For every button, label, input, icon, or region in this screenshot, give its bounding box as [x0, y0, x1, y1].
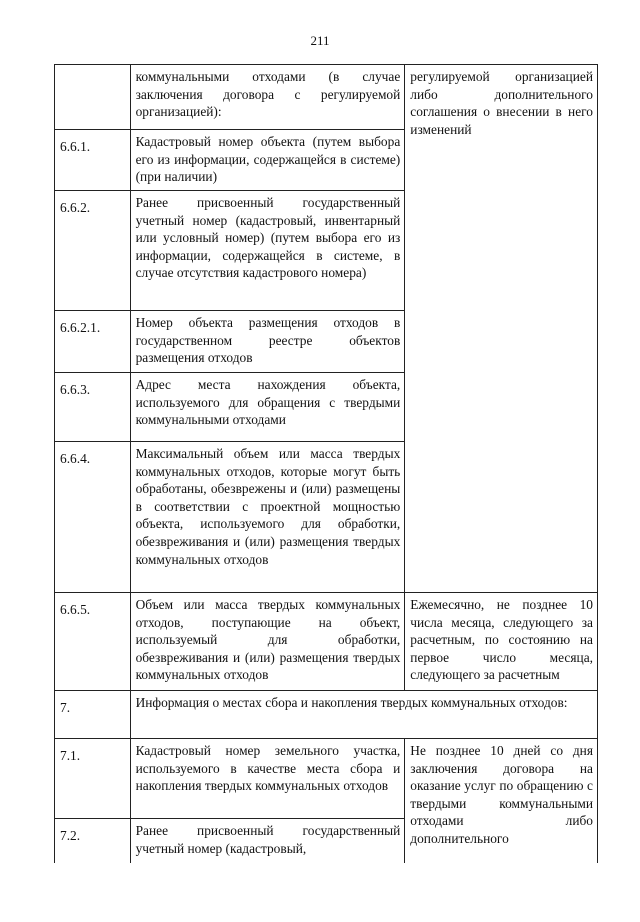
row-deadline: Ежемесячно, не позднее 10 числа месяца, следующего за расчетным, по состоянию на первое число месяца, следующего за расчетным: [405, 593, 598, 691]
row-description: Информация о местах сбора и накопления твердых коммунальных отходов:: [130, 691, 597, 739]
row-description: Ранее присвоенный государственный учетный номер (кадастровый,: [130, 819, 405, 863]
row-number: 6.6.1.: [55, 130, 131, 191]
row-number: 6.6.2.: [55, 191, 131, 311]
row-deadline: Не позднее 10 дней со дня заключения договора на оказание услуг по обращению с твердыми коммунальными отходами либо дополнительного: [405, 739, 598, 863]
row-number: 6.6.2.1.: [55, 311, 131, 373]
table-row: [55, 739, 598, 819]
table-row: [55, 691, 598, 739]
row-description: коммунальными отходами (в случае заключения договора с регулируемой организацией):: [130, 65, 405, 130]
row-number: 6.6.5.: [55, 593, 131, 691]
row-description: Кадастровый номер земельного участка, используемого в качестве места сбора и накопления твердых коммунальных отходов: [130, 739, 405, 819]
row-number: 7.1.: [55, 739, 131, 819]
table-row: [55, 65, 598, 130]
row-number: 6.6.3.: [55, 373, 131, 442]
page-number: 211: [310, 33, 330, 48]
row-description: Адрес места нахождения объекта, используемого для обращения с твердыми коммунальными отходами: [130, 373, 405, 442]
requirements-table: [54, 64, 598, 863]
row-deadline: регулируемой организацией либо дополнительного соглашения о внесении в него изменений: [405, 65, 598, 593]
table-row: [55, 593, 598, 691]
row-number: 7.: [55, 691, 131, 739]
row-description: Кадастровый номер объекта (путем выбора его из информации, содержащейся в системе) (при наличии): [130, 130, 405, 191]
row-description: Максимальный объем или масса твердых коммунальных отходов, которые могут быть обработаны, обезврежены и (или) размещены в соответствии с проектной мощностью объекта, используемого для обработки, обезвреживания и (или) размещения твердых коммунальных отходов: [130, 442, 405, 593]
row-description: Номер объекта размещения отходов в государственном реестре объектов размещения отходов: [130, 311, 405, 373]
row-description: Объем или масса твердых коммунальных отходов, поступающие на объект, используемый для обработки, обезвреживания и (или) размещения твердых коммунальных отходов: [130, 593, 405, 691]
row-description: Ранее присвоенный государственный учетный номер (кадастровый, инвентарный или условный номер) (путем выбора его из информации, содержащейся в системе, в случае отсутствия кадастрового номера): [130, 191, 405, 311]
row-number: 7.2.: [55, 819, 131, 863]
row-number: [55, 65, 131, 130]
row-number: 6.6.4.: [55, 442, 131, 593]
